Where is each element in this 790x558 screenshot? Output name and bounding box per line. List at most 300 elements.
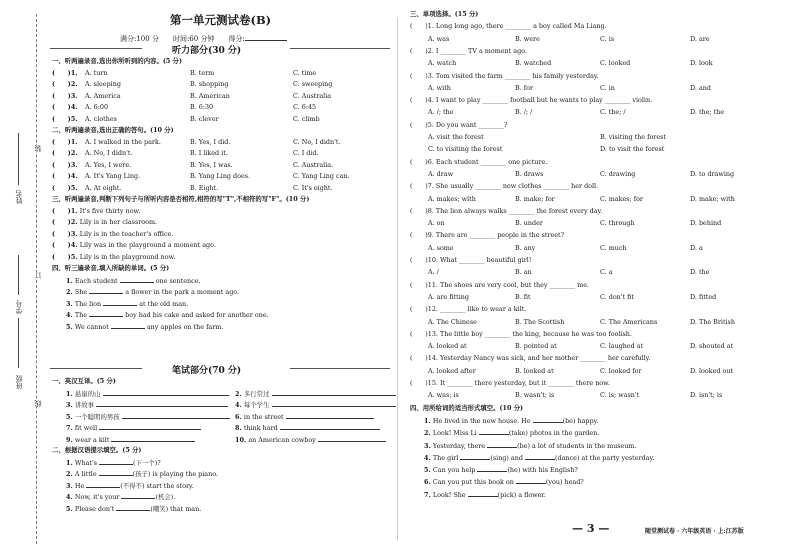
question-number: ( )1. <box>52 68 78 77</box>
question-row <box>410 207 602 215</box>
question-number: ( )5. <box>52 252 80 261</box>
question-number: ( )4. <box>52 103 78 111</box>
option-a: A. / <box>428 268 439 277</box>
option-c: C. 6:45 <box>293 103 317 111</box>
option-c: C. is <box>600 34 615 43</box>
fill-row <box>66 469 218 478</box>
fill-row <box>66 287 239 296</box>
option-c: C. much <box>600 243 627 252</box>
question-number: 1. <box>66 389 75 398</box>
question-number: 9. <box>66 435 75 444</box>
question-text: Can you put this book on <box>432 478 516 487</box>
binding-dash-line <box>36 14 37 544</box>
question-row <box>52 184 78 192</box>
option-c: C. makes; for <box>600 194 643 203</box>
section-heading: 四、用所给词的适当形式填空。(10 分) <box>410 403 524 412</box>
answer-blank[interactable] <box>477 465 507 472</box>
answer-blank[interactable] <box>122 412 230 419</box>
option-c: C. looked <box>600 59 631 68</box>
option-c: C. climb <box>293 114 320 123</box>
option-a: A. It's Yang Ling. <box>85 172 141 180</box>
question-row <box>410 121 508 129</box>
question-row <box>410 379 610 387</box>
answer-blank[interactable] <box>96 400 228 407</box>
question-number: 7. <box>66 424 75 432</box>
question-number: 3. <box>66 299 75 308</box>
question-row <box>52 172 78 180</box>
section-heading: 一、英汉互译。(5 分) <box>52 377 116 385</box>
question-text: She <box>74 288 90 296</box>
section-heading: 三、听两遍录音,判断下列句子与所听内容是否相符,相符的写"T",不相符的写"F"。(10 分) <box>52 195 310 203</box>
answer-blank[interactable] <box>286 412 374 419</box>
question-text: (嘲笑) that man. <box>150 504 202 513</box>
question-text: 悬崖的山 <box>74 389 103 398</box>
question-text: ( )4. I want to play ________ football but he wants to play ________ violin. <box>410 96 653 105</box>
part-rule <box>290 48 390 49</box>
question-number: ( )5. <box>52 183 78 192</box>
question-text: 一个聪明的男孩 <box>74 412 122 421</box>
question-number: 1. <box>424 416 433 425</box>
option-c: C. laughed at <box>600 342 644 351</box>
question-text: (be) a lot of students in the museum. <box>517 441 637 450</box>
translate-item <box>66 435 195 444</box>
option-b: B. Yang Ling does. <box>190 172 251 180</box>
question-number: 3. <box>424 441 433 450</box>
option-d: D. the <box>690 268 710 277</box>
option-b: B. watched <box>515 59 552 68</box>
question-text: ( )5. Do you want ________? <box>410 120 508 129</box>
option-a: A. The Chinese <box>428 317 477 326</box>
option-b: B. under <box>515 219 543 228</box>
option-b: B. draws <box>515 169 544 178</box>
option-c: C. time <box>293 68 317 77</box>
question-text: Lily is in the playground now. <box>79 252 176 261</box>
option-c: C. sweeping <box>293 80 333 88</box>
option-b: B. American <box>190 91 230 100</box>
option-a: A. draw <box>428 169 454 178</box>
question-text: ( )14. Yesterday Nancy was sick, and her mother ________ her carefully. <box>410 354 651 363</box>
translate-item <box>235 435 386 444</box>
option-d: D. look <box>690 59 713 68</box>
question-row <box>410 22 607 30</box>
question-row <box>410 256 531 264</box>
translate-item <box>235 412 374 421</box>
question-number: ( )2. <box>52 80 78 88</box>
question-row <box>410 96 652 104</box>
question-text: We cannot <box>74 322 111 331</box>
question-number: ( )2. <box>52 149 78 157</box>
option-d: D. a <box>690 243 703 252</box>
option-c: C. Australia. <box>293 160 334 169</box>
cut-mark-3: 线 <box>34 400 42 407</box>
answer-blank[interactable] <box>116 504 150 511</box>
fill-row <box>66 458 161 467</box>
option-b: B. term <box>190 68 215 77</box>
question-text: Lily is in the teacher's office. <box>79 229 174 238</box>
section-heading: 四、听三遍录音,填入所缺的单词。(5 分) <box>52 264 170 272</box>
option-a: A. 6:00 <box>85 103 109 111</box>
question-row <box>52 218 157 226</box>
option-a: A. looked at <box>428 342 467 351</box>
answer-blank[interactable] <box>533 416 563 423</box>
option-a: A. visit the forest <box>428 133 484 141</box>
question-row <box>52 161 78 169</box>
option-b: B. clever <box>190 114 219 123</box>
question-text: wear a kilt <box>74 435 112 444</box>
option-d: D. isn't; is <box>690 391 723 400</box>
question-number: 2. <box>66 470 75 478</box>
option-c: C. Australia <box>293 91 332 100</box>
question-text: Look! Miss Li <box>432 429 479 438</box>
question-text: (sing) and <box>490 453 523 462</box>
section-heading: 二、根据汉语提示填空。(5 分) <box>52 446 142 454</box>
option-d: D. The British <box>690 317 735 326</box>
translate-item <box>235 389 396 398</box>
option-c: C. It's eight. <box>293 183 333 192</box>
question-row <box>410 158 547 166</box>
option-a: A. /; the <box>428 108 454 117</box>
question-number: ( )3. <box>52 160 78 169</box>
answer-blank[interactable] <box>121 492 155 499</box>
option-c: C. drawing <box>600 169 636 178</box>
option-b: B. 6:30 <box>190 103 214 111</box>
option-b: B. fit <box>515 292 531 301</box>
question-row <box>410 182 598 190</box>
answer-blank[interactable] <box>111 322 145 329</box>
option-b: B. looked at <box>515 366 554 375</box>
question-text: It's five thirty now. <box>79 206 141 215</box>
fill-row <box>66 310 269 319</box>
option-c: C. a <box>600 268 613 277</box>
answer-blank[interactable] <box>99 469 133 476</box>
question-text: Lily is in her classroom. <box>79 218 158 226</box>
part-rule <box>50 48 142 49</box>
question-text: ( )11. The shoes are very cool, but they ________ me. <box>410 280 590 289</box>
fill-row <box>424 416 598 425</box>
option-d: D. to drawing <box>690 169 735 178</box>
question-row <box>410 47 527 55</box>
answer-blank[interactable] <box>103 389 229 396</box>
name-label: 姓名 <box>15 190 23 204</box>
fill-row <box>424 453 654 462</box>
question-text: ( )2. I ________ TV a moment ago. <box>410 46 527 55</box>
question-text: (he) with his English? <box>507 466 578 475</box>
question-row <box>410 231 564 239</box>
question-text: 每个学生 <box>243 401 272 409</box>
option-c: C. Yang Ling can. <box>293 172 350 180</box>
question-row <box>52 241 216 249</box>
question-text: (下一个)? <box>133 458 161 467</box>
question-number: 6. <box>424 478 433 487</box>
question-text: any apples on the farm. <box>144 322 224 331</box>
question-number: 2. <box>235 389 244 398</box>
option-a: A. Yes, I were. <box>85 160 132 169</box>
option-b: B. shopping <box>190 80 229 88</box>
question-number: ( )4. <box>52 172 78 180</box>
option-a: A. was; is <box>428 391 459 400</box>
answer-blank[interactable] <box>272 400 396 407</box>
page-number: — 3 — <box>572 522 610 535</box>
question-row <box>410 354 650 362</box>
translate-item <box>66 423 201 432</box>
question-number: 5. <box>424 466 433 475</box>
option-b: B. were <box>515 34 540 43</box>
question-row <box>410 305 526 313</box>
question-number: 4. <box>66 493 75 501</box>
option-b: B. for <box>515 83 534 92</box>
question-text: Can you help <box>432 466 478 475</box>
option-a: A. makes; with <box>428 194 476 203</box>
option-a: A. clothes <box>85 114 117 123</box>
question-number: 1. <box>66 276 75 285</box>
question-row <box>410 330 632 338</box>
question-text: ( )1. Long long ago, there ________ a boy called Ma Liang. <box>410 22 607 31</box>
option-b: B. any <box>515 243 536 252</box>
answer-blank[interactable] <box>120 276 154 283</box>
option-d: D. are <box>690 34 710 43</box>
answer-blank[interactable] <box>318 435 386 442</box>
question-text: (take) photos in the garden. <box>508 429 600 438</box>
question-text: in the street <box>243 412 286 421</box>
question-number: 3. <box>66 401 75 409</box>
option-a: A. I walked in the park. <box>85 137 161 146</box>
option-a: A. are fitting <box>428 292 470 301</box>
option-b: B. wasn't; is <box>515 391 555 400</box>
option-a: A. looked after <box>428 366 476 375</box>
question-number: 10. <box>235 435 249 444</box>
question-text: Please don't <box>74 504 117 513</box>
question-number: 5. <box>66 504 75 513</box>
part-rule <box>290 368 390 369</box>
question-number: 5. <box>66 322 75 331</box>
fill-row <box>424 428 599 437</box>
question-number: 5. <box>66 412 75 421</box>
question-text: ( )12. ________ like to wear a kilt. <box>410 305 527 314</box>
option-a: A. At eight. <box>85 183 122 192</box>
option-d: D. and <box>690 83 711 92</box>
column-divider <box>397 18 398 540</box>
question-text: Look! She <box>432 490 468 499</box>
fill-row <box>66 504 201 513</box>
answer-blank[interactable] <box>99 423 201 430</box>
question-row <box>52 115 78 123</box>
question-text: fit well <box>74 424 100 432</box>
question-text: ( )3. Tom visited the farm ________ his family yesterday. <box>410 71 599 80</box>
question-text: (dance) at the party yesterday. <box>555 453 655 462</box>
answer-blank[interactable] <box>460 453 490 460</box>
translate-item <box>66 412 230 421</box>
question-text: Lily was in the playground a moment ago. <box>79 241 216 249</box>
fill-row <box>66 481 194 490</box>
option-a: A. some <box>428 243 454 252</box>
question-row <box>52 69 78 77</box>
answer-blank[interactable] <box>479 428 509 435</box>
part-rule <box>50 368 142 369</box>
question-text: think hard <box>243 424 280 432</box>
option-b: B. The Scottish <box>515 317 565 326</box>
question-text: ( )15. It ________ there yesterday, but it ________ there now. <box>410 379 610 387</box>
answer-blank[interactable] <box>468 490 498 497</box>
fill-row <box>66 492 175 501</box>
answer-blank[interactable] <box>280 423 380 430</box>
option-d: D. to visit the forest <box>600 145 665 154</box>
question-text: (不得不) start the story. <box>120 481 194 490</box>
option-a: A. with <box>428 83 451 92</box>
class-fill-line <box>18 318 19 368</box>
option-b: B. Yes, I did. <box>190 137 231 146</box>
page-title: 第一单元测试卷(B) <box>170 13 272 27</box>
question-text: boy had his cake and asked for another one. <box>123 311 269 319</box>
option-b: B. /; / <box>515 108 533 117</box>
option-b: B. pointed at <box>515 342 557 351</box>
answer-blank[interactable] <box>103 299 137 306</box>
fill-row <box>424 441 637 450</box>
question-number: 2. <box>424 429 433 438</box>
writing-title: 笔试部分(70 分) <box>172 366 242 376</box>
option-c: C. don't fit <box>600 292 634 301</box>
translate-item <box>66 389 229 398</box>
option-a: A. on <box>428 219 445 228</box>
option-c: C. the; / <box>600 108 626 117</box>
question-row <box>410 281 589 289</box>
translate-item <box>235 400 396 409</box>
option-a: A. watch <box>428 59 457 68</box>
question-number: 8. <box>235 424 244 432</box>
option-d: D. shouted at <box>690 342 734 351</box>
section-heading: 二、听两遍录音,选出正确的答句。(10 分) <box>52 126 174 134</box>
option-c: C. in <box>600 83 615 92</box>
fill-row <box>424 465 578 474</box>
cut-mark-2: 订 <box>34 272 42 279</box>
question-number: ( )4. <box>52 241 80 249</box>
question-text: (机会). <box>155 493 176 501</box>
option-c: C. looked for <box>600 366 642 375</box>
question-text: (you) head? <box>545 478 584 487</box>
option-b: B. an <box>515 268 532 277</box>
answer-blank[interactable] <box>111 435 195 442</box>
option-c: C. No, I didn't. <box>293 137 341 146</box>
question-number: ( )1. <box>52 137 78 146</box>
cut-mark-1: 装 <box>34 145 42 152</box>
translate-item <box>66 400 228 409</box>
option-d: D. fitted <box>690 292 717 301</box>
score-line: 满分:100 分 时间:60 分钟 得分: <box>120 34 287 43</box>
question-text: (be) happy. <box>562 416 599 425</box>
series-label: 随堂测试卷 · 六年级英语 · 上:江苏版 <box>645 528 744 535</box>
question-number: 4. <box>66 311 75 319</box>
student-id-label: 学号 <box>15 300 23 314</box>
option-c: C. to visiting the forest <box>428 145 503 154</box>
answer-blank[interactable] <box>86 481 120 488</box>
question-number: 3. <box>66 481 75 490</box>
option-a: A. No, I didn't. <box>85 149 133 157</box>
question-number: ( )1. <box>52 206 80 215</box>
fill-row <box>66 276 201 285</box>
translate-item <box>235 423 380 432</box>
answer-blank[interactable] <box>89 287 123 294</box>
question-text: ( )10. What ________ beautiful girl! <box>410 256 532 264</box>
id-fill-line <box>18 255 19 295</box>
question-number: ( )5. <box>52 114 78 123</box>
question-text: The <box>74 311 90 319</box>
option-d: D. looked out <box>690 366 734 375</box>
answer-blank[interactable] <box>272 389 396 396</box>
option-a: A. sleeping <box>85 80 121 88</box>
question-text: Each student <box>74 276 120 285</box>
option-b: B. Eight. <box>190 183 219 192</box>
question-number: 4. <box>235 401 244 409</box>
option-a: A. turn <box>85 68 108 77</box>
question-text: ( )8. The lion always walks ________ the forest every day. <box>410 206 603 215</box>
section-heading: 一、听两遍录音,选出你所听到的内容。(5 分) <box>52 57 182 65</box>
question-text: The girl <box>432 453 461 462</box>
question-row <box>410 72 599 80</box>
question-number: 4. <box>424 453 433 462</box>
question-text: He lived in the new house. He <box>432 416 533 425</box>
question-number: ( )3. <box>52 91 78 100</box>
question-text: ( )13. The little boy ________ the king, because he was too foolish. <box>410 329 632 338</box>
question-number: ( )3. <box>52 229 80 238</box>
fill-row <box>424 490 546 499</box>
class-label: 班级 <box>15 375 23 389</box>
question-row <box>52 230 173 238</box>
option-a: A. America <box>85 91 121 100</box>
question-text: The lion <box>74 299 104 308</box>
answer-blank[interactable] <box>487 441 517 448</box>
option-c: C. through <box>600 219 635 228</box>
question-row <box>52 253 175 261</box>
fill-row <box>66 322 223 331</box>
question-text: a flower in the park a moment ago. <box>123 288 240 296</box>
question-number: 7. <box>424 490 433 499</box>
listening-title: 听力部分(30 分) <box>172 46 242 56</box>
question-text: ( )9. There are ________ people in the street? <box>410 231 565 240</box>
question-number: 2. <box>66 288 75 296</box>
question-text: 讲故事 <box>74 401 97 409</box>
answer-blank[interactable] <box>516 477 546 484</box>
fill-row <box>424 477 584 486</box>
section-heading: 三、单项选择。(15 分) <box>410 10 479 18</box>
question-row <box>52 207 140 215</box>
question-number: 1. <box>66 458 75 467</box>
option-c: C. is; wasn't <box>600 391 640 400</box>
question-text: ( )6. Each student ________ one picture. <box>410 157 548 166</box>
fill-row <box>66 299 188 308</box>
option-d: D. make; with <box>690 194 735 203</box>
question-row <box>52 92 78 100</box>
answer-blank[interactable] <box>525 453 555 460</box>
question-text: 多行常过 <box>243 389 272 398</box>
question-number: 6. <box>235 412 244 421</box>
answer-blank[interactable] <box>99 458 133 465</box>
question-number: ( )2. <box>52 218 80 226</box>
question-row <box>52 80 78 88</box>
question-text: (pick) a flower. <box>497 490 546 499</box>
question-text: ( )7. She usually ________ new clothes ________ her doll. <box>410 182 599 191</box>
question-text: at the old man. <box>137 299 189 308</box>
option-d: D. behind <box>690 219 722 228</box>
option-d: D. the; the <box>690 108 725 117</box>
question-text: What's <box>74 458 100 467</box>
question-text: A little <box>74 470 99 478</box>
option-a: A. was <box>428 34 450 43</box>
question-text: Now, it's your <box>74 493 122 501</box>
answer-blank[interactable] <box>89 310 123 317</box>
question-text: (孩子) is playing the piano. <box>132 470 218 478</box>
option-b: B. visiting the forest <box>600 133 666 141</box>
name-fill-line <box>18 133 19 185</box>
option-b: B. make; for <box>515 194 555 203</box>
